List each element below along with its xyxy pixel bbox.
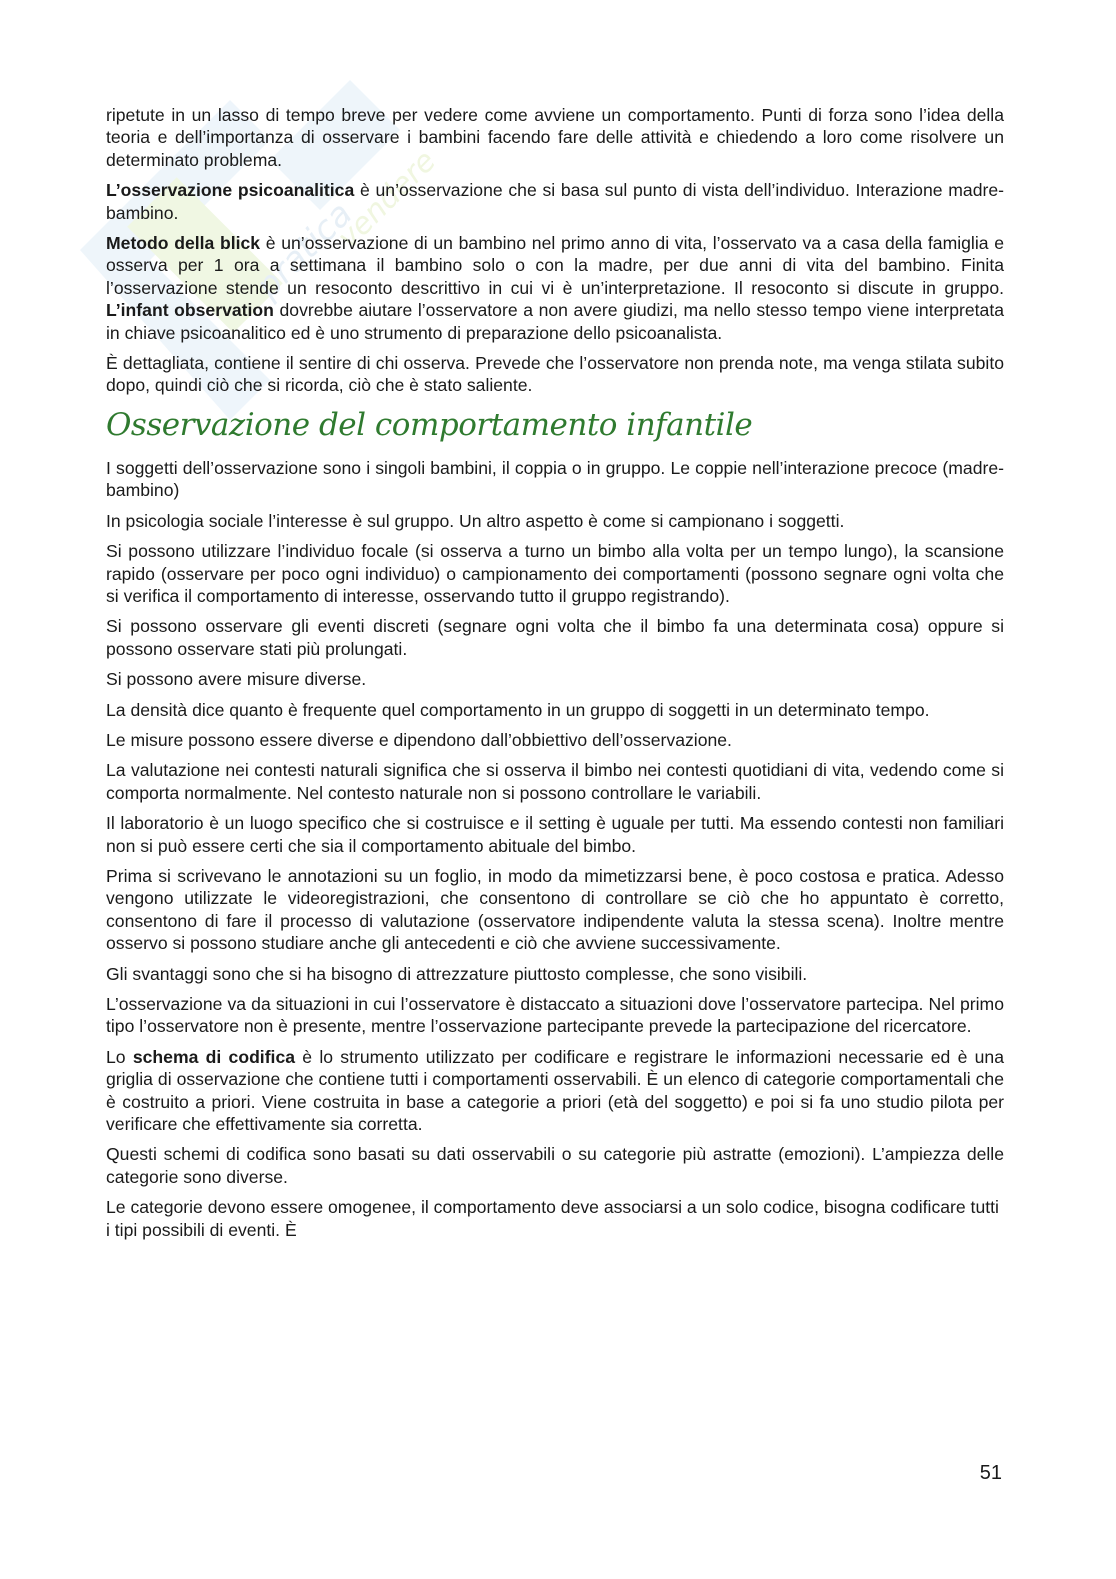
paragraph-top-1: ripetute in un lasso di tempo breve per vedere come avviene un comportamento. Punti di forza sono l’idea della teoria e dell’importanza di osservare i bambini facendo fare delle attività e chiedendo a loro come risolvere un determinato problema. <box>106 105 1004 170</box>
paragraph-top-3: Metodo della blick è un’osservazione di un bambino nel primo anno di vita, l’osservato va a casa della famiglia e osserva per 1 ora a settimana il bambino solo o con la madre, per due anni di vita del bambino. Finita l’osservazione stende un resoconto descrittivo in cui vi è un’interpretazione. Il resoconto si discute in gruppo. L’infant observation dovrebbe aiutare l’osservatore a non avere giudizi, ma nello stesso tempo viene interpretata in chiave psicoanalitico ed è uno strumento di preparazione dello psicoanalista. <box>106 233 1004 343</box>
paragraph-11: Gli svantaggi sono che si ha bisogno di attrezzature piuttosto complesse, che sono visibili. <box>106 963 808 984</box>
paragraph-top-2: L’osservazione psicoanalitica è un’osservazione che si basa sul punto di vista dell’individuo. Interazione madre-bambino. <box>106 180 1004 223</box>
paragraph-15: Le categorie devono essere omogenee, il comportamento deve associarsi a un solo codice, bisogna codificare tutti i tipi possibili di eventi. È <box>106 1197 999 1240</box>
paragraph-13: Lo schema di codifica è lo strumento utilizzato per codificare e registrare le informazioni necessarie ed è una griglia di osservazione che contiene tutti i comportamenti osservabili. È un elenco di categorie comportamentali che è costruito a priori. Viene costruita in base a categorie a priori (età del soggetto) e poi si fa uno studio pilota per verificare che effettivamente sia corretta. <box>106 1046 1004 1135</box>
page-number: 51 <box>979 1462 1002 1484</box>
svg-text:vendere: vendere <box>330 143 443 256</box>
paragraph-2: In psicologia sociale l’interesse è sul gruppo. Un altro aspetto è come si campionano i soggetti. <box>106 510 845 531</box>
paragraph-1: I soggetti dell’osservazione sono i singoli bambini, il coppia o in gruppo. Le coppie nell’interazione precoce (madre-bambino) <box>106 457 1004 501</box>
bold-term: L’osservazione psicoanalitica <box>106 180 355 201</box>
paragraph-7: Le misure possono essere diverse e dipendono dall’obbiettivo dell’osservazione. <box>106 729 732 750</box>
paragraph-10: Prima si scrivevano le annotazioni su un foglio, in modo da mimetizzarsi bene, è poco costosa e pratica. Adesso vengono utilizzate le videoregistrazioni, che consentono di controllare se ciò che ho appuntato è corretto, consentono di fare il processo di valutazione (osservatore indipendente valuta la stessa scena). Inoltre mentre osservo si possono studiare anche gli antecedenti e ciò che avviene successivamente. <box>106 865 1004 954</box>
paragraph-14: Questi schemi di codifica sono basati su dati osservabili o su categorie più astratte (emozioni). L’ampiezza delle categorie sono diverse. <box>106 1144 1004 1187</box>
paragraph-3: Si possono utilizzare l’individuo focale (si osserva a turno un bimbo alla volta per un tempo lungo), la scansione rapido (osservare per poco ogni individuo) o campionamento dei comportamenti (possono segnare ogni volta che si verifica il comportamento di interesse, osservando tutto il gruppo registrando). <box>106 541 1004 606</box>
section-title: Osservazione del comportamento infantile <box>106 406 753 443</box>
bold-term: L’infant observation <box>106 300 274 321</box>
document-page <box>106 104 1004 1249</box>
paragraph-6: La densità dice quanto è frequente quel comportamento in un gruppo di soggetti in un determinato tempo. <box>106 699 930 720</box>
svg-text:pratica: pratica <box>248 194 361 307</box>
bold-term: Metodo della blick <box>106 233 261 254</box>
paragraph-9: Il laboratorio è un luogo specifico che si costruisce e il setting è uguale per tutti. Ma essendo contesti non familiari non si può essere certi che sia il comportamento abituale del bimbo. <box>106 813 1004 856</box>
paragraph-8: La valutazione nei contesti naturali significa che si osserva il bimbo nei contesti quotidiani di vita, vedendo come si comporta normalmente. Nel contesto naturale non si possono controllare le variabili. <box>106 760 1004 803</box>
paragraph-5: Si possono avere misure diverse. <box>106 669 367 690</box>
paragraph-4: Si possono osservare gli eventi discreti (segnare ogni volta che il bimbo fa una determinata cosa) oppure si possono osservare stati più prolungati. <box>106 616 1004 659</box>
paragraph-12: L’osservazione va da situazioni in cui l’osservatore è distaccato a situazioni dove l’osservatore partecipa. Nel primo tipo l’osservatore non è presente, mentre l’osservazione partecipante prevede la partecipazione del ricercatore. <box>106 994 1004 1037</box>
paragraph-top-4: È dettagliata, contiene il sentire di chi osserva. Prevede che l’osservatore non prenda note, ma venga stilata subito dopo, quindi ciò che si ricorda, ciò che è stato saliente. <box>106 353 1004 396</box>
bold-term: schema di codifica <box>132 1046 296 1067</box>
